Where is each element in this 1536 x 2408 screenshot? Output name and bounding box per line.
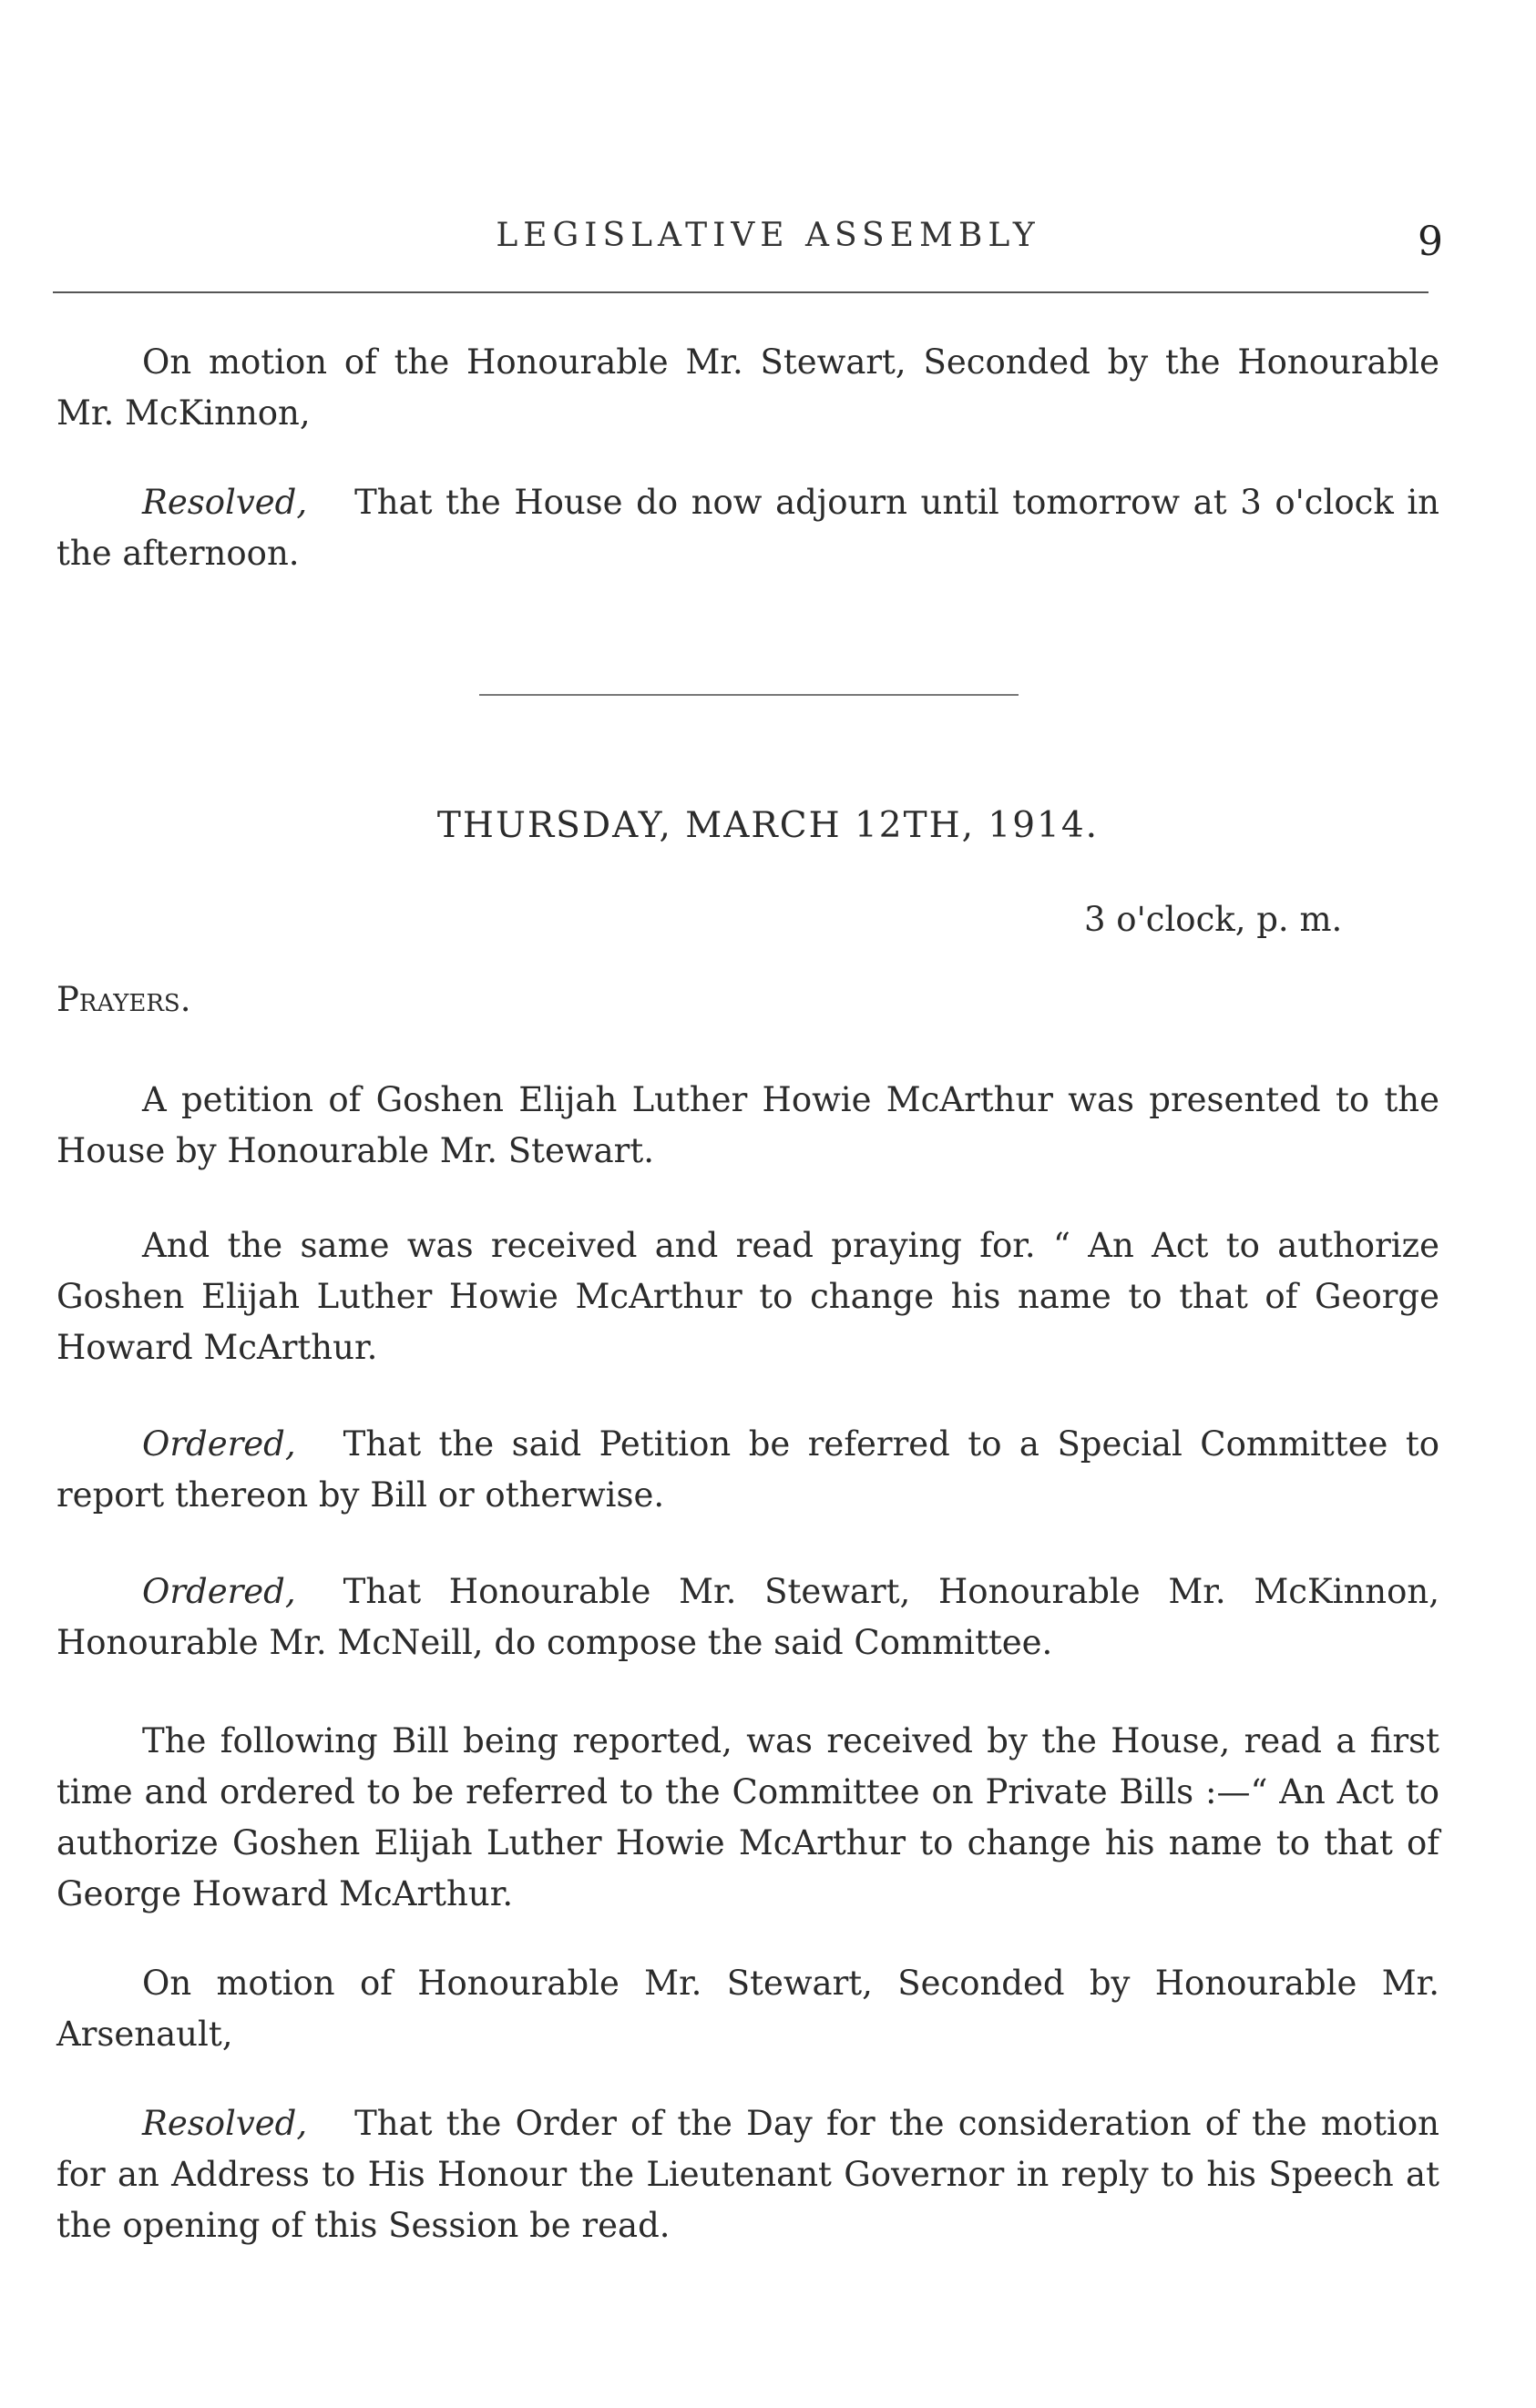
- paragraph-text: That the said Petition be referred to a Special Committee to report thereon by Bill or otherwise.: [56, 1424, 1439, 1515]
- header-rule: [53, 291, 1428, 293]
- paragraph-petition: [56, 1075, 1439, 1177]
- paragraph-text: That Honourable Mr. Stewart, Honourable Mr. McKinnon, Honourable Mr. McNeill, do compose the said Committee.: [56, 1572, 1439, 1662]
- resolved-label: Resolved,: [142, 2104, 308, 2143]
- paragraph-resolved-1: [56, 477, 1439, 579]
- running-head: LEGISLATIVE ASSEMBLY: [496, 217, 1040, 254]
- resolved-label: Resolved,: [142, 483, 308, 522]
- paragraph-motion-2: [56, 1958, 1439, 2060]
- paragraph-bill-reported: [56, 1716, 1439, 1920]
- paragraph-text: On motion of the Honourable Mr. Stewart, Seconded by the Honourable Mr. McKinnon,: [56, 342, 1439, 433]
- paragraph-ordered-2: [56, 1566, 1439, 1668]
- paragraph-received: [56, 1220, 1439, 1373]
- paragraph-text: That the House do now adjourn until tomorrow at 3 o'clock in the afternoon.: [56, 483, 1439, 573]
- page-number: 9: [1418, 219, 1443, 265]
- sitting-time: 3 o'clock, p. m.: [1084, 900, 1343, 939]
- paragraph-text: On motion of Honourable Mr. Stewart, Seconded by Honourable Mr. Arsenault,: [56, 1964, 1439, 2054]
- section-divider: [479, 694, 1019, 696]
- paragraph-ordered-1: [56, 1419, 1439, 1521]
- ordered-label: Ordered,: [142, 1572, 296, 1611]
- paragraph-text: A petition of Goshen Elijah Luther Howie McArthur was presented to the House by Honourable Mr. Stewart.: [56, 1080, 1439, 1170]
- date-heading: THURSDAY, MARCH 12TH, 1914.: [436, 805, 1100, 846]
- ordered-label: Ordered,: [142, 1424, 296, 1464]
- paragraph-text: That the Order of the Day for the consideration of the motion for an Address to His Honour the Lieutenant Governor in reply to his Speech at the opening of this Session be read.: [56, 2104, 1439, 2245]
- paragraph-text: The following Bill being reported, was received by the House, read a first time and ordered to be referred to the Committee on Private Bills :—“ An Act to authorize Goshen Elijah Luther Howie McArthur to change his name to that of George Howard McArthur.: [56, 1721, 1439, 1913]
- prayers-heading: Prayers.: [56, 980, 191, 1019]
- paragraph-motion-1: [56, 337, 1439, 439]
- paragraph-text: And the same was received and read praying for. “ An Act to authorize Goshen Elijah Luther Howie McArthur to change his name to that of George Howard McArthur.: [56, 1226, 1439, 1367]
- paragraph-resolved-2: [56, 2098, 1439, 2251]
